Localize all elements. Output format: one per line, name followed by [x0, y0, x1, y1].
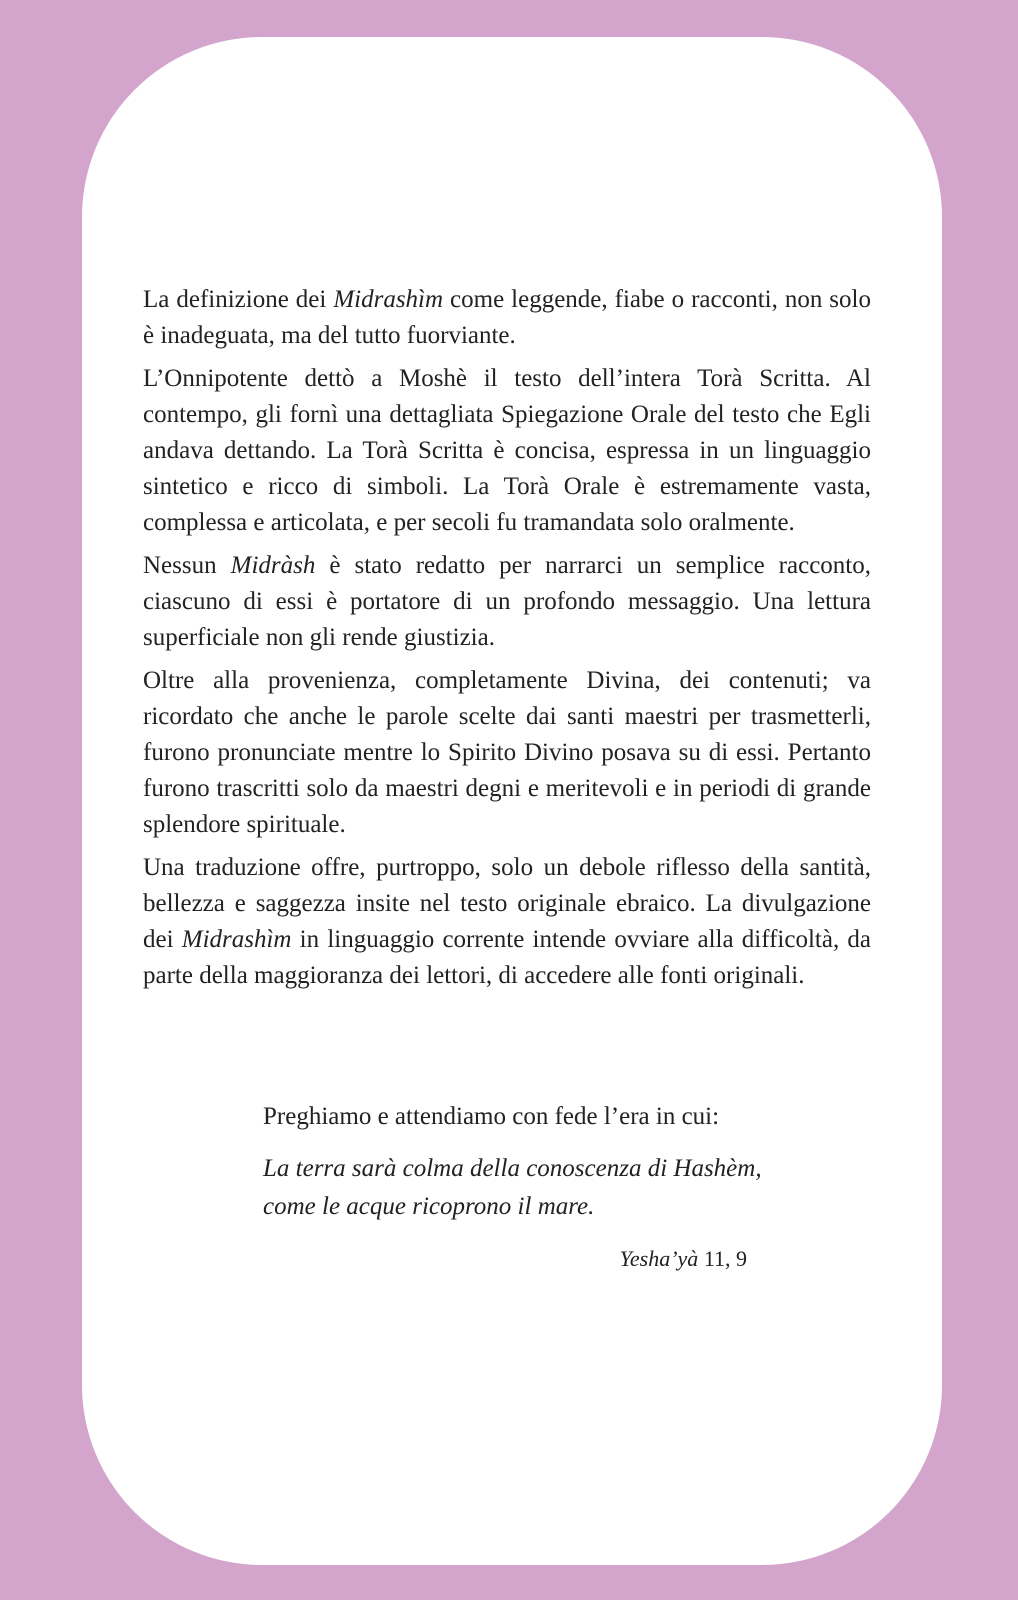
body-text [143, 282, 871, 1001]
verse-line-2: come le acque ricoprono il mare. [263, 1193, 595, 1220]
quote-intro: Preghiamo e attendiamo con fede l’era in cui: [263, 1103, 720, 1130]
paragraph-1: La definizione dei Midrashìm come leggende, fiabe o racconti, non solo è inadeguata, ma del tutto fuorviante. [143, 286, 871, 349]
paragraph-3: Nessun Midràsh è stato redatto per narrarci un semplice racconto, ciascuno di essi è portatore di un profondo messaggio. Una lettura superficiale non gli rende giustizia. [143, 552, 871, 651]
paragraph-5: Una traduzione offre, purtroppo, solo un debole riflesso della santità, bellezza e saggezza insite nel testo originale ebraico. La divulgazione dei Midrashìm in linguaggio corrente intende ovviare alla difficoltà, da parte della maggioranza dei lettori, di accedere alle fonti originali. [143, 854, 871, 989]
verse-line-1: La terra sarà colma della conoscenza di Hashèm, [263, 1155, 762, 1182]
paragraph-2: L’Onnipotente dettò a Moshè il testo dell’intera Torà Scritta. Al contempo, gli fornì una dettagliata Spiegazione Orale del testo che Egli andava dettando. La Torà Scritta è concisa, espressa in un linguaggio sintetico e ricco di simboli. La Torà Orale è estremamente vasta, complessa e articolata, e per secoli fu tramandata solo oralmente. [143, 365, 871, 536]
citation-ref: 11, 9 [698, 1246, 747, 1271]
paragraph-4: Oltre alla provenienza, completamente Divina, dei contenuti; va ricordato che anche le parole scelte dai santi maestri per trasmetterli, furono pronunciate mentre lo Spirito Divino posava su di essi. Pertanto furono trascritti solo da maestri degni e meritevoli e in periodi di grande splendore spirituale. [143, 667, 871, 838]
citation-book: Yesha’yà [619, 1246, 699, 1271]
quote-block [263, 1098, 763, 1278]
citation [263, 1240, 763, 1278]
